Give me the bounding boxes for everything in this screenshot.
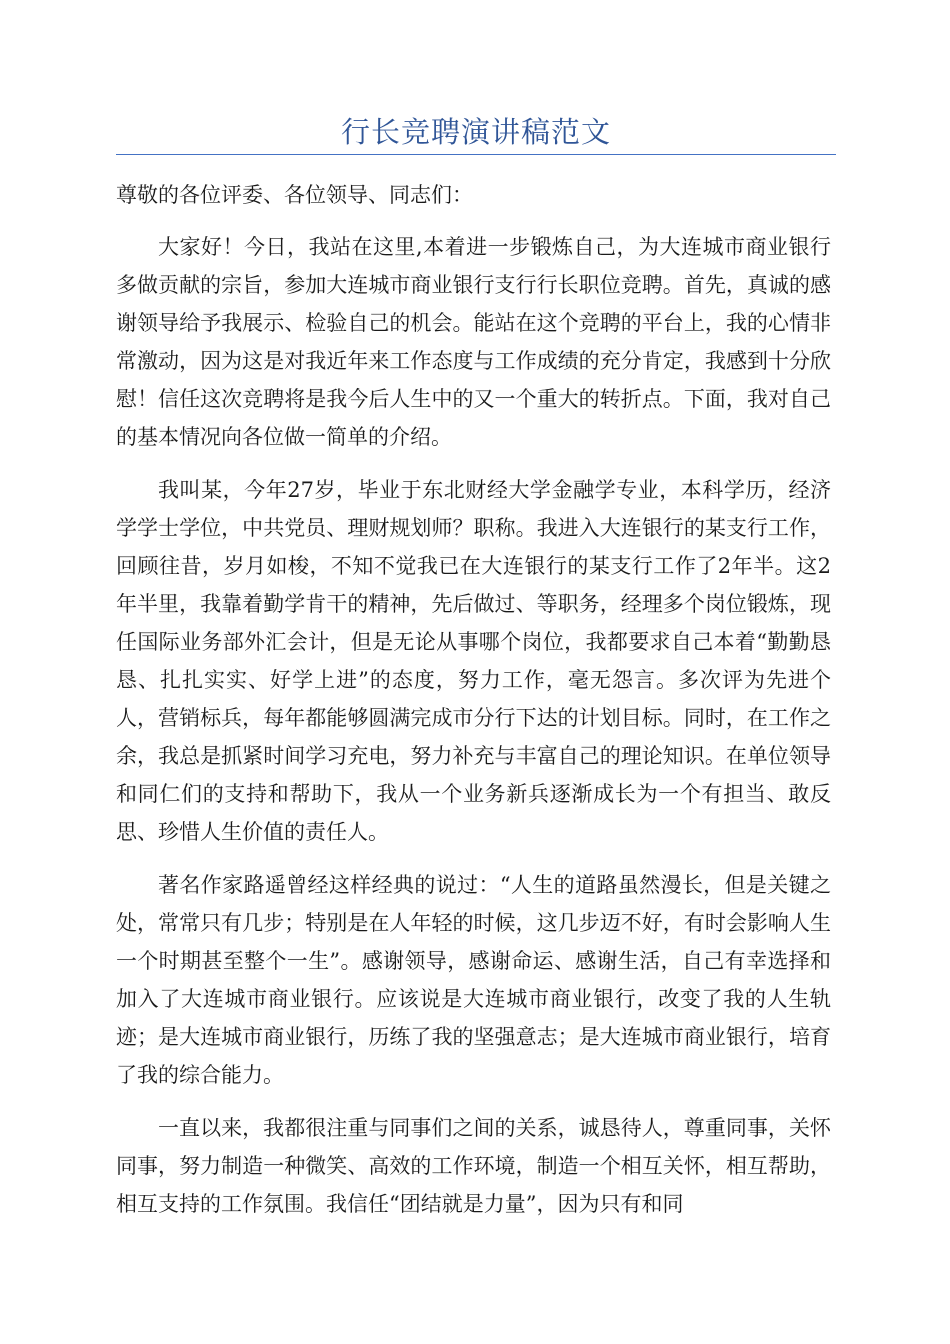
paragraph-1: 大家好！今日，我站在这里,本着进一步锻炼自己，为大连城市商业银行多做贡献的宗旨，参加大连城市商业银行支行行长职位竞聘。首先，真诚的感谢领导给予我展示、检验自己的机会。能站在这个竞聘的平台上，我的心情非常激动，因为这是对我近年来工作态度与工作成绩的充分肯定，我感到十分欣慰！信任这次竞聘将是我今后人生中的又一个重大的转折点。下面，我对自己的基本情况向各位做一简单的介绍。 bbox=[116, 235, 831, 449]
title-underline bbox=[116, 154, 836, 155]
paragraph-4: 一直以来，我都很注重与同事们之间的关系，诚恳待人，尊重同事，关怀同事，努力制造一种微笑、高效的工作环境，制造一个相互关怀，相互帮助，相互支持的工作氛围。我信任“团结就是力量”，因为只有和同 bbox=[116, 1116, 831, 1216]
salutation: 尊敬的各位评委、各位领导、同志们： bbox=[116, 183, 473, 207]
paragraph-3: 著名作家路遥曾经这样经典的说过：“人生的道路虽然漫长，但是关键之处，常常只有几步；特别是在人年轻的时候，这几步迈不好，有时会影响人生一个时期甚至整个一生”。感谢领导，感谢命运、感谢生活，自己有幸选择和加入了大连城市商业银行。应该说是大连城市商业银行，改变了我的人生轨迹；是大连城市商业银行，历练了我的坚强意志；是大连城市商业银行，培育了我的综合能力。 bbox=[116, 873, 831, 1087]
paragraph-2: 我叫某，今年27岁，毕业于东北财经大学金融学专业，本科学历，经济学学士学位，中共党员、理财规划师？职称。我进入大连银行的某支行工作，回顾往昔，岁月如梭，不知不觉我已在大连银行的某支行工作了2年半。这2年半里，我靠着勤学肯干的精神，先后做过、等职务，经理多个岗位锻炼，现任国际业务部外汇会计，但是无论从事哪个岗位，我都要求自己本着“勤勤恳恳、扎扎实实、好学上进”的态度，努力工作，毫无怨言。多次评为先进个人，营销标兵，每年都能够圆满完成市分行下达的计划目标。同时，在工作之余，我总是抓紧时间学习充电，努力补充与丰富自己的理论知识。在单位领导和同仁们的支持和帮助下，我从一个业务新兵逐渐成长为一个有担当、敢反思、珍惜人生价值的责任人。 bbox=[116, 478, 831, 844]
document-body bbox=[116, 176, 831, 1238]
document-title: 行长竞聘演讲稿范文 bbox=[340, 115, 611, 149]
